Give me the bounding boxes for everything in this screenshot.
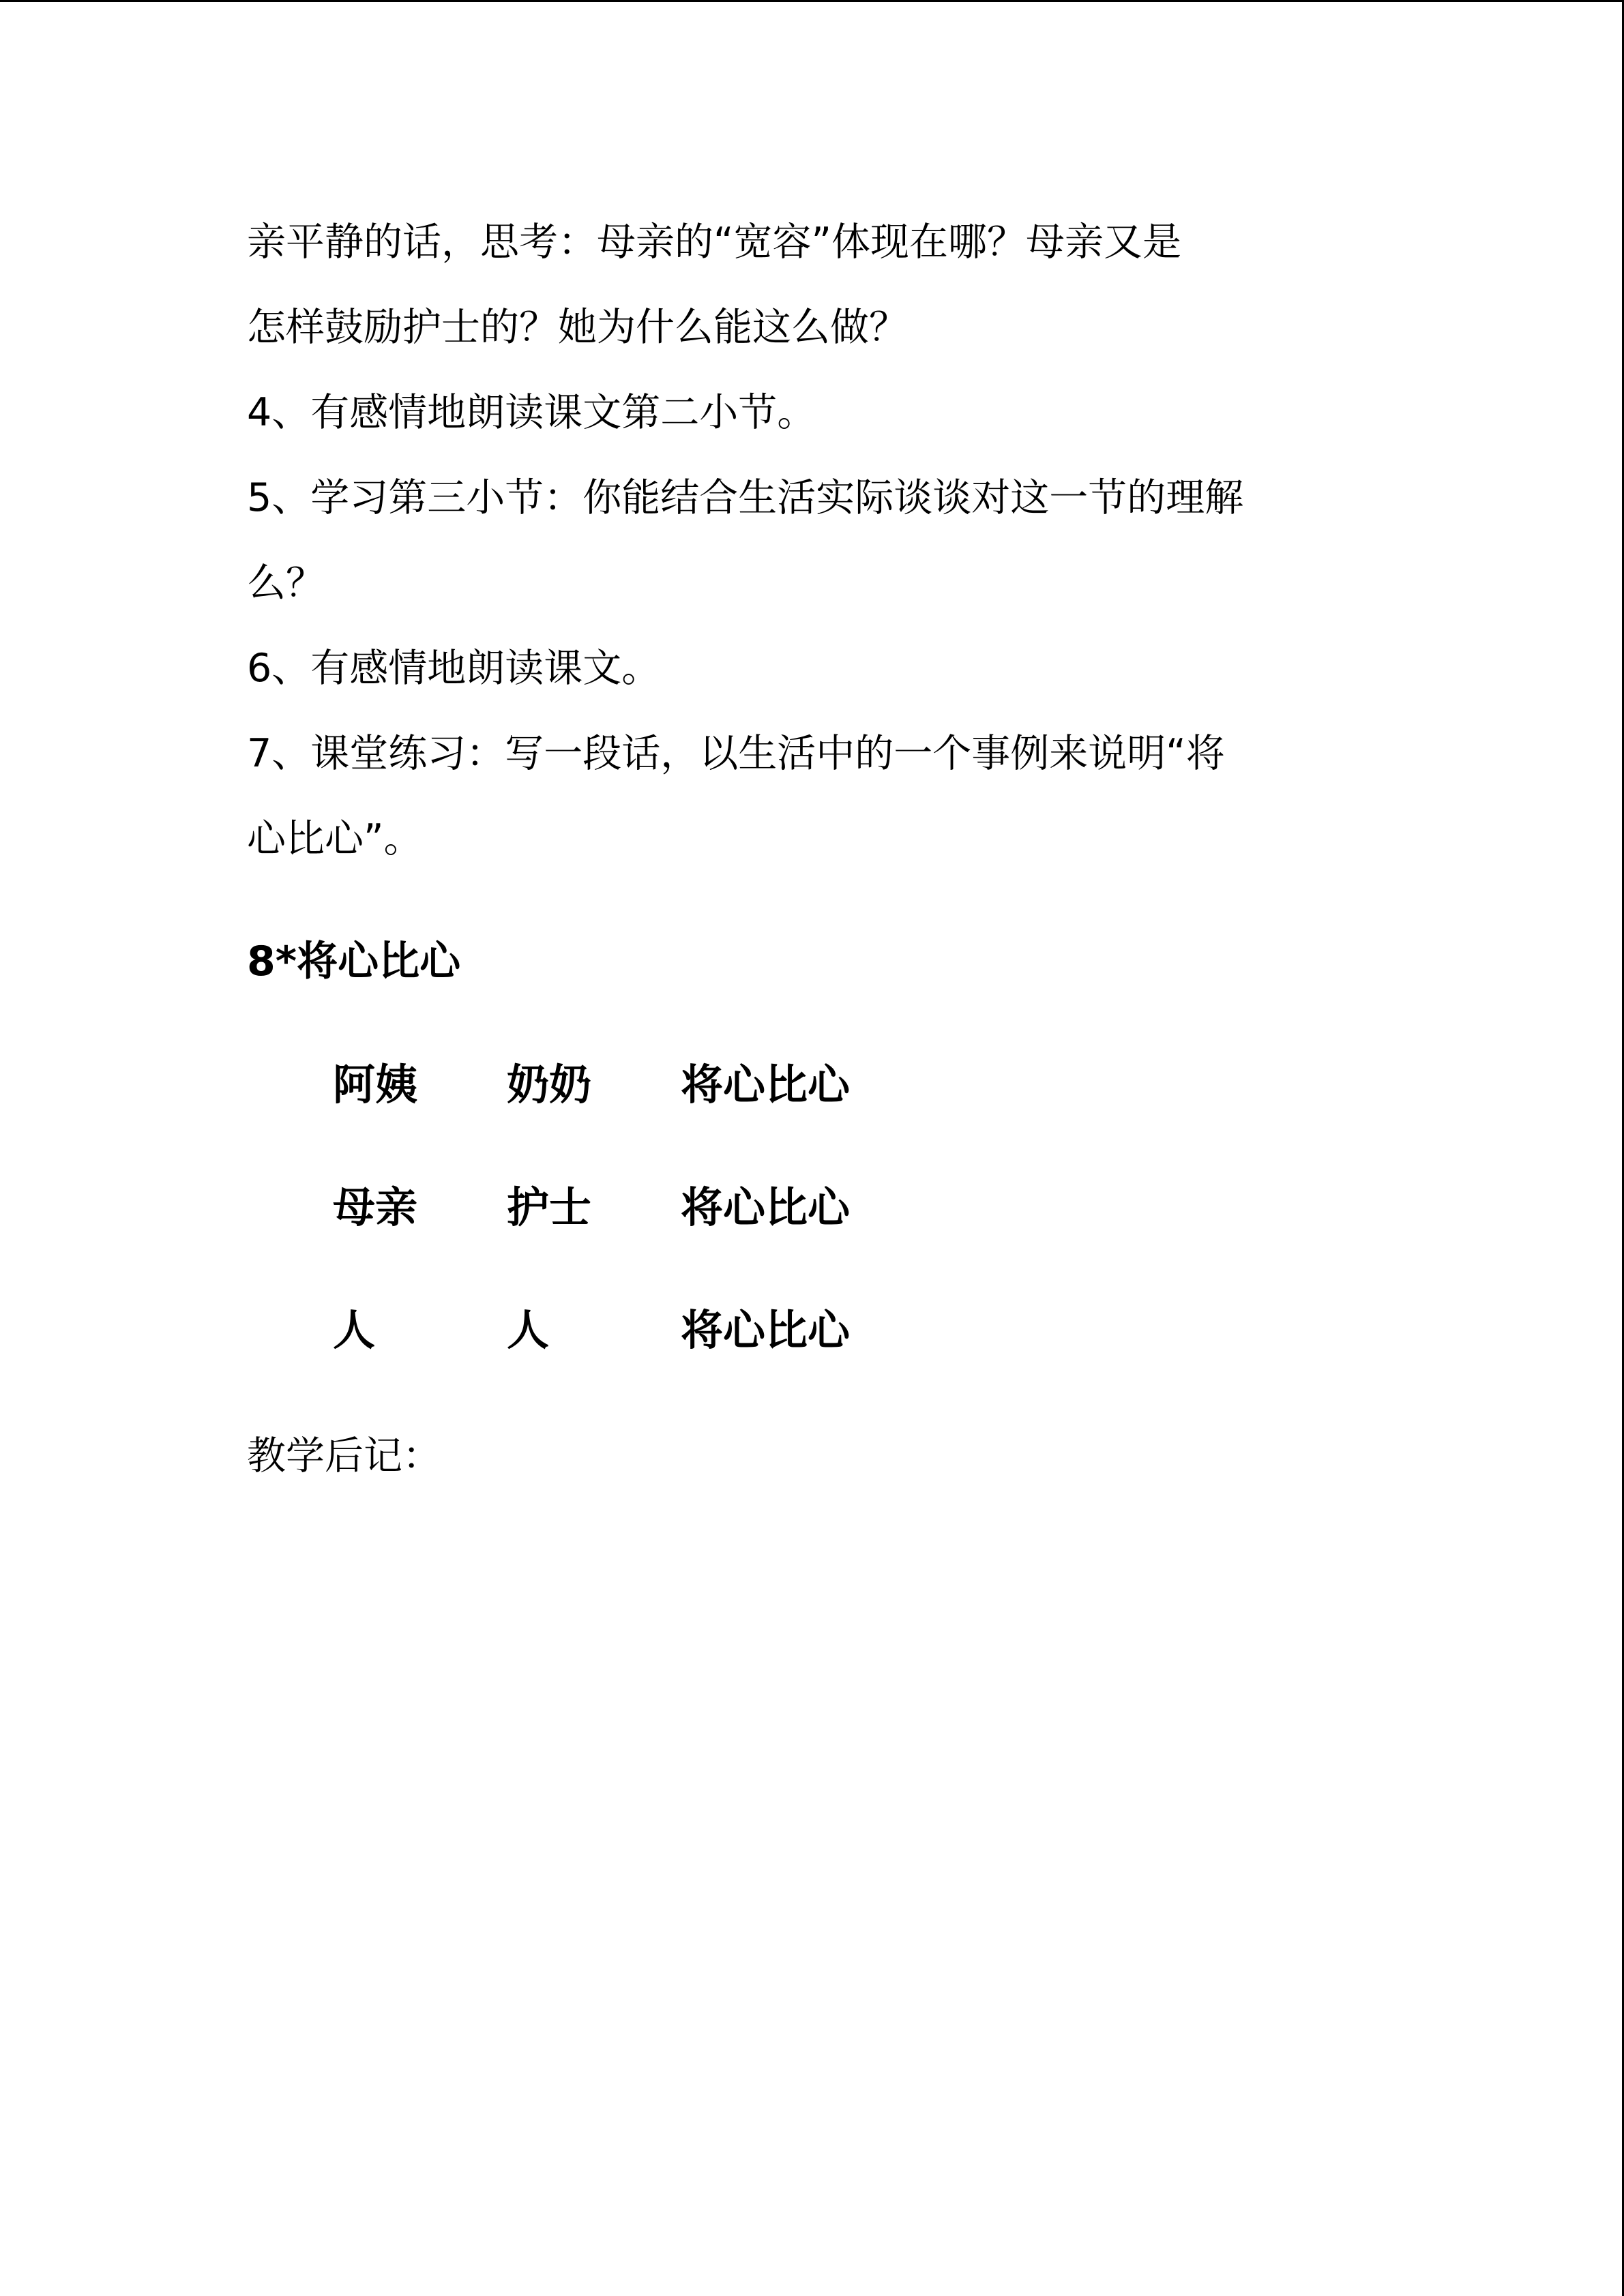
text-line: 7、课堂练习：写一段话，以生活中的一个事例来说明“将 bbox=[247, 731, 1225, 776]
board-cell: 将心比心 bbox=[681, 1060, 851, 1109]
board-cell: 人 bbox=[507, 1305, 550, 1355]
board-cell: 将心比心 bbox=[681, 1182, 851, 1232]
board-cell: 将心比心 bbox=[681, 1305, 851, 1355]
board-cell: 母亲 bbox=[333, 1182, 418, 1232]
step-6 bbox=[247, 626, 1406, 711]
board-cell: 阿姨 bbox=[333, 1060, 418, 1109]
text-line: 6、有感情地朗读课文。 bbox=[247, 646, 661, 691]
text-line: 心比心”。 bbox=[247, 816, 423, 861]
board-title: 8*将心比心 bbox=[247, 938, 461, 985]
step-7 bbox=[247, 711, 1406, 882]
board-cell: 护士 bbox=[507, 1182, 592, 1232]
text-line: 5、学习第三小节：你能结合生活实际谈谈对这一节的理解 bbox=[247, 475, 1244, 520]
text-line: 怎样鼓励护士的？她为什么能这么做？ bbox=[247, 305, 908, 350]
continued-paragraph bbox=[247, 200, 1406, 370]
board-cell: 人 bbox=[333, 1305, 376, 1355]
text-line: 4、有感情地朗读课文第二小节。 bbox=[247, 390, 816, 435]
step-4 bbox=[247, 370, 1406, 456]
step-5 bbox=[247, 456, 1406, 626]
board-cell: 奶奶 bbox=[507, 1060, 592, 1109]
text-line: 亲平静的话，思考：母亲的“宽容”体现在哪？母亲又是 bbox=[247, 220, 1182, 265]
teaching-postscript-label: 教学后记： bbox=[247, 1433, 441, 1478]
text-line: 么？ bbox=[247, 561, 325, 606]
